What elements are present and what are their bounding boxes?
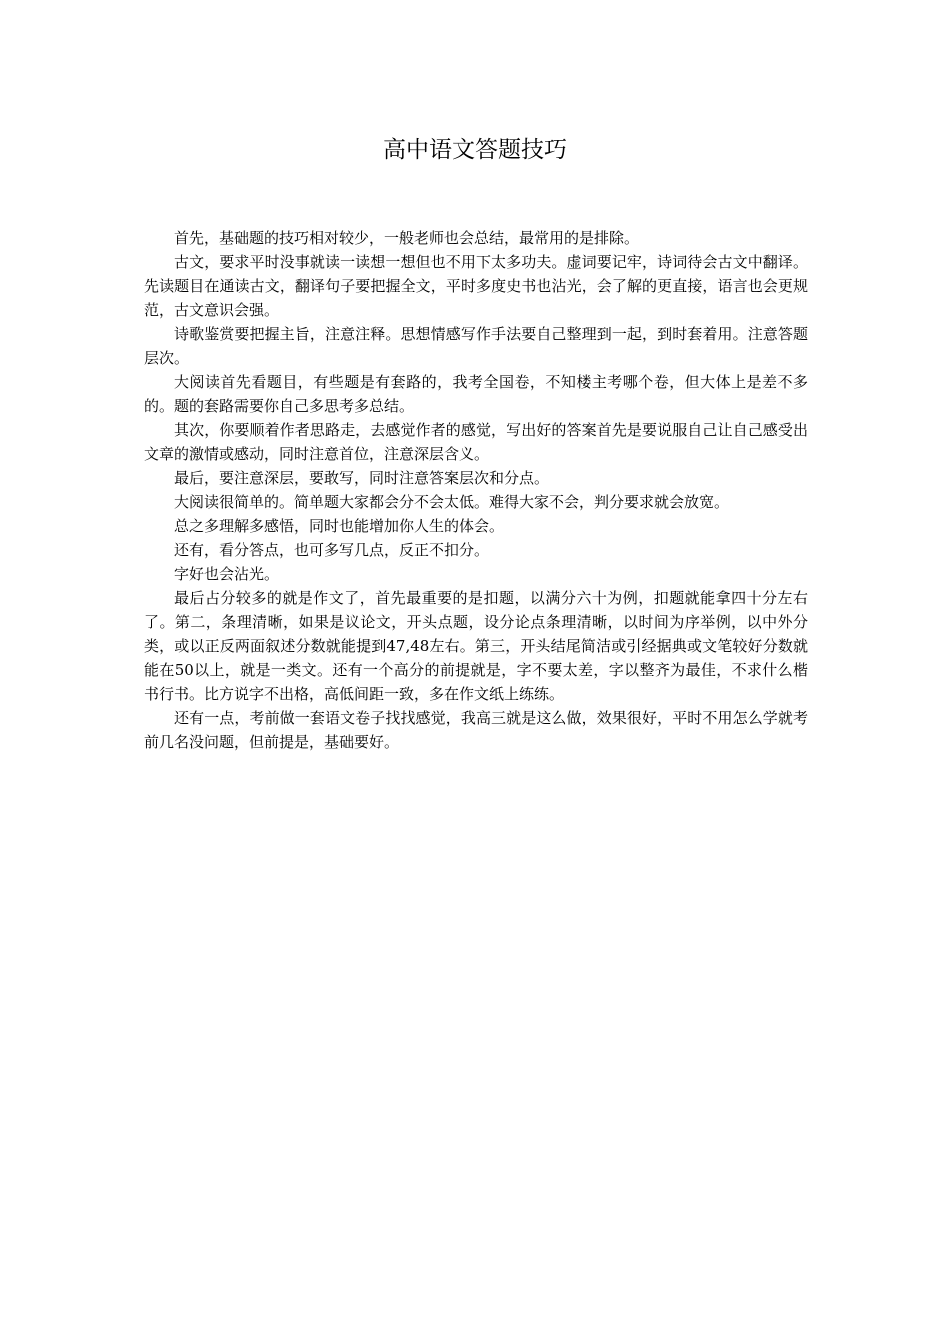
paragraph: 古文，要求平时没事就读一读想一想但也不用下太多功夫。虚词要记牢，诗词待会古文中翻译。先读题目在通读古文，翻译句子要把握全文，平时多度史书也沾光，会了解的更直接，语言也会更规范，古文意识会强。 xyxy=(144,253,808,319)
paragraph: 总之多理解多感悟，同时也能增加你人生的体会。 xyxy=(174,517,505,535)
paragraph: 诗歌鉴赏要把握主旨，注意注释。思想情感写作手法要自己整理到一起，到时套着用。注意答题层次。 xyxy=(144,325,808,367)
paragraph: 字好也会沾光。 xyxy=(174,565,280,583)
document-body xyxy=(144,226,808,754)
paragraph: 大阅读很简单的。简单题大家都会分不会太低。难得大家不会，判分要求就会放宽。 xyxy=(174,493,730,511)
paragraph: 还有，看分答点，也可多写几点，反正不扣分。 xyxy=(174,541,490,559)
paragraph: 还有一点，考前做一套语文卷子找找感觉，我高三就是这么做，效果很好，平时不用怎么学就考前几名没问题，但前提是，基础要好。 xyxy=(144,709,808,751)
document-title: 高中语文答题技巧 xyxy=(383,137,567,163)
paragraph: 大阅读首先看题目，有些题是有套路的，我考全国卷，不知楼主考哪个卷，但大体上是差不多的。题的套路需要你自己多思考多总结。 xyxy=(144,373,808,415)
paragraph: 最后占分较多的就是作文了，首先最重要的是扣题，以满分六十为例，扣题就能拿四十分左右了。第二，条理清晰，如果是议论文，开头点题，设分论点条理清晰，以时间为序举例，以中外分类，或以正反两面叙述分数就能提到47,48左右。第三，开头结尾简洁或引经据典或文笔较好分数就能在50以上，就是一类文。还有一个高分的前提就是，字不要太差，字以整齐为最佳，不求什么楷书行书。比方说字不出格，高低间距一致，多在作文纸上练练。 xyxy=(144,589,808,703)
paragraph: 最后，要注意深层，要敢写，同时注意答案层次和分点。 xyxy=(174,469,550,487)
paragraph: 其次，你要顺着作者思路走，去感觉作者的感觉，写出好的答案首先是要说服自己让自己感受出文章的激情或感动，同时注意首位，注意深层含义。 xyxy=(144,421,808,463)
paragraph: 首先，基础题的技巧相对较少，一般老师也会总结，最常用的是排除。 xyxy=(174,229,640,247)
